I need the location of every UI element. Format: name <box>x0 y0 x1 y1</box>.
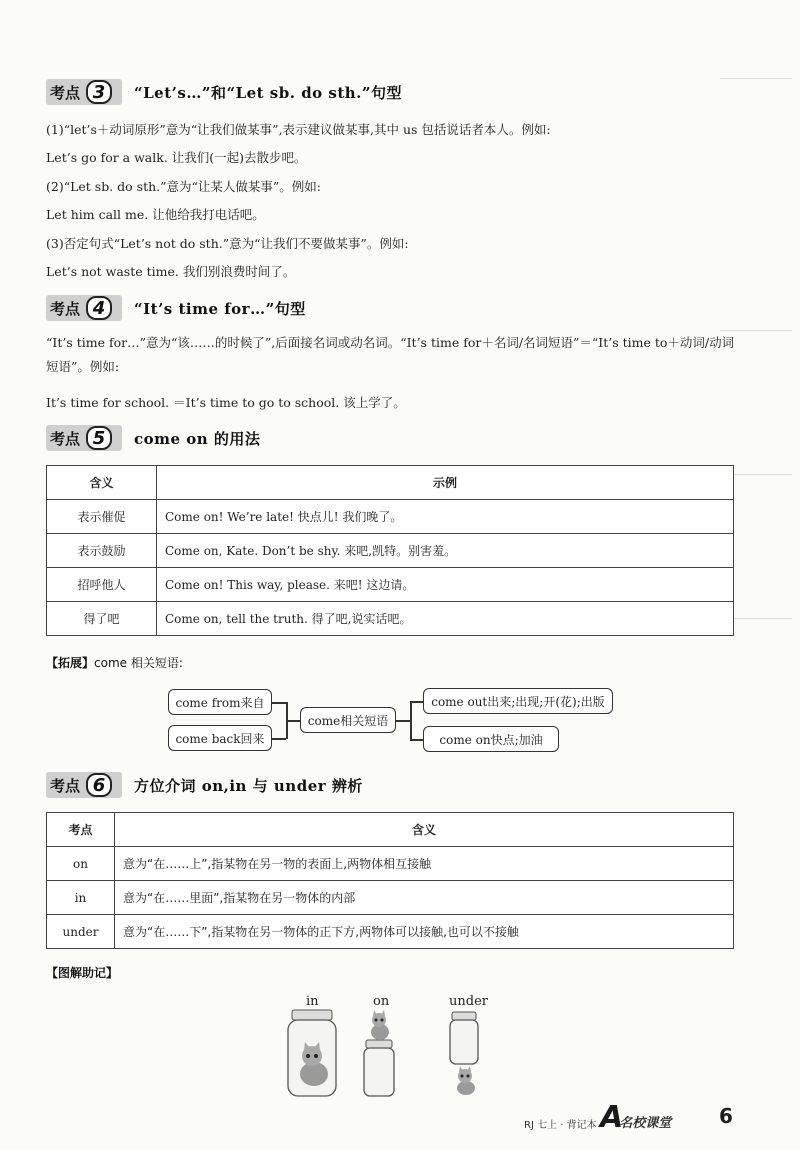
meaning-cell: 表示催促 <box>47 500 157 534</box>
cat-icon <box>371 1010 389 1040</box>
connector-line <box>410 739 423 741</box>
cat-icon <box>457 1066 475 1095</box>
body-line: (1)“let’s＋动词原形”意为“让我们做某事”,表示建议做某事,其中 us 包括说话者本人。例如: <box>46 122 551 137</box>
connector-line <box>272 738 286 740</box>
example-cell: Come on, Kate. Don’t be shy. 来吧,凯特。别害羞。 <box>157 534 734 568</box>
keyword-cell: in <box>47 881 115 915</box>
footer-book-label: RJ 七上 · 背记本 <box>524 1120 597 1131</box>
body-line: (2)“Let sb. do sth.”意为“让某人做某事”。例如: <box>46 179 322 194</box>
phrase-box-center: come相关短语 <box>300 707 396 733</box>
body-line: (3)否定句式“Let’s not do sth.”意为“让我们不要做某事”。例如: <box>46 236 409 251</box>
connector-line <box>396 720 410 722</box>
meaning-cell: 意为“在……下”,指某物在另一物体的正下方,两物体可以接触,也可以不接触 <box>115 915 734 949</box>
badge-number: 3 <box>86 80 112 104</box>
table-header-row <box>47 466 734 500</box>
extension-text: come 相关短语: <box>94 656 183 670</box>
jar-under <box>450 1012 478 1095</box>
diagram-label-under: under <box>449 994 488 1009</box>
phrase-box-come-out: come out出来;出现;开(花);出版 <box>423 688 613 714</box>
meaning-cell: 意为“在……里面”,指某物在另一物体的内部 <box>115 881 734 915</box>
section-4-header <box>46 294 306 322</box>
phrase-box-come-back: come back回来 <box>168 725 272 751</box>
extension-tag: 【拓展】 <box>46 656 95 670</box>
table-row <box>47 534 734 568</box>
section-badge <box>46 295 122 321</box>
meaning-cell: 表示鼓励 <box>47 534 157 568</box>
badge-number: 5 <box>86 426 112 450</box>
table-row <box>47 602 734 636</box>
badge-label: 考点 <box>50 299 81 318</box>
badge-label: 考点 <box>50 429 81 448</box>
example-line: It’s time for school. ＝It’s time to go to school. 该上学了。 <box>46 395 406 410</box>
column-header: 示例 <box>157 466 734 500</box>
jar-in <box>288 1010 336 1096</box>
section-5-header <box>46 424 260 452</box>
diagram-tag: 【图解助记】 <box>46 966 119 980</box>
example-line: Let’s not waste time. 我们别浪费时间了。 <box>46 264 296 279</box>
example-line: Let him call me. 让他给我打电话吧。 <box>46 207 265 222</box>
body-paragraph: “It’s time for…”意为“该……的时候了”,后面接名词或动名词。“It’s time for＋名词/名词短语”＝“It’s time to＋动词/动词短语”。例如: <box>46 335 735 374</box>
preposition-table <box>46 812 734 949</box>
badge-number: 6 <box>86 773 112 797</box>
column-header: 考点 <box>47 813 115 847</box>
jar-on <box>364 1010 394 1096</box>
example-cell: Come on! We’re late! 快点儿! 我们晚了。 <box>157 500 734 534</box>
extension-label <box>46 654 183 671</box>
section-title: “It’s time for…”句型 <box>134 299 306 318</box>
example-cell: Come on! This way, please. 来吧! 这边请。 <box>157 568 734 602</box>
table-row <box>47 568 734 602</box>
come-on-table <box>46 465 734 636</box>
logo-letter: A <box>600 1100 624 1135</box>
section-title: “Let’s…”和“Let sb. do sth.”句型 <box>134 83 403 102</box>
phrase-box-come-from: come from来自 <box>168 689 272 715</box>
connector-line <box>410 701 423 703</box>
example-line: Let’s go for a walk. 让我们(一起)去散步吧。 <box>46 150 307 165</box>
column-header: 含义 <box>47 466 157 500</box>
column-header: 含义 <box>115 813 734 847</box>
section-badge <box>46 79 122 105</box>
meaning-cell: 得了吧 <box>47 602 157 636</box>
connector-line <box>286 720 300 722</box>
meaning-cell: 意为“在……上”,指某物在另一物的表面上,两物体相互接触 <box>115 847 734 881</box>
badge-label: 考点 <box>50 83 81 102</box>
page-number: 6 <box>719 1104 733 1128</box>
phrase-box-come-on: come on快点;加油 <box>423 726 559 752</box>
section-title: 方位介词 on,in 与 under 辨析 <box>134 776 363 795</box>
badge-label: 考点 <box>50 776 81 795</box>
table-row <box>47 500 734 534</box>
section-title: come on 的用法 <box>134 429 261 448</box>
bleed-through-line <box>720 78 792 79</box>
table-row <box>47 847 734 881</box>
example-cell: Come on, tell the truth. 得了吧,说实话吧。 <box>157 602 734 636</box>
jar-cat-illustration <box>280 1008 510 1100</box>
table-header-row <box>47 813 734 847</box>
section-3-header <box>46 78 402 106</box>
section-badge <box>46 425 122 451</box>
diagram-label-on: on <box>373 994 390 1009</box>
keyword-cell: under <box>47 915 115 949</box>
table-row <box>47 881 734 915</box>
keyword-cell: on <box>47 847 115 881</box>
section-badge <box>46 772 122 798</box>
connector-line <box>272 702 286 704</box>
logo-text: 名校课堂 <box>619 1116 672 1131</box>
connector-line <box>410 701 412 740</box>
badge-number: 4 <box>86 296 112 320</box>
diagram-label-in: in <box>306 994 319 1009</box>
section-6-header <box>46 771 363 799</box>
table-row <box>47 915 734 949</box>
meaning-cell: 招呼他人 <box>47 568 157 602</box>
publisher-logo <box>600 1100 671 1135</box>
